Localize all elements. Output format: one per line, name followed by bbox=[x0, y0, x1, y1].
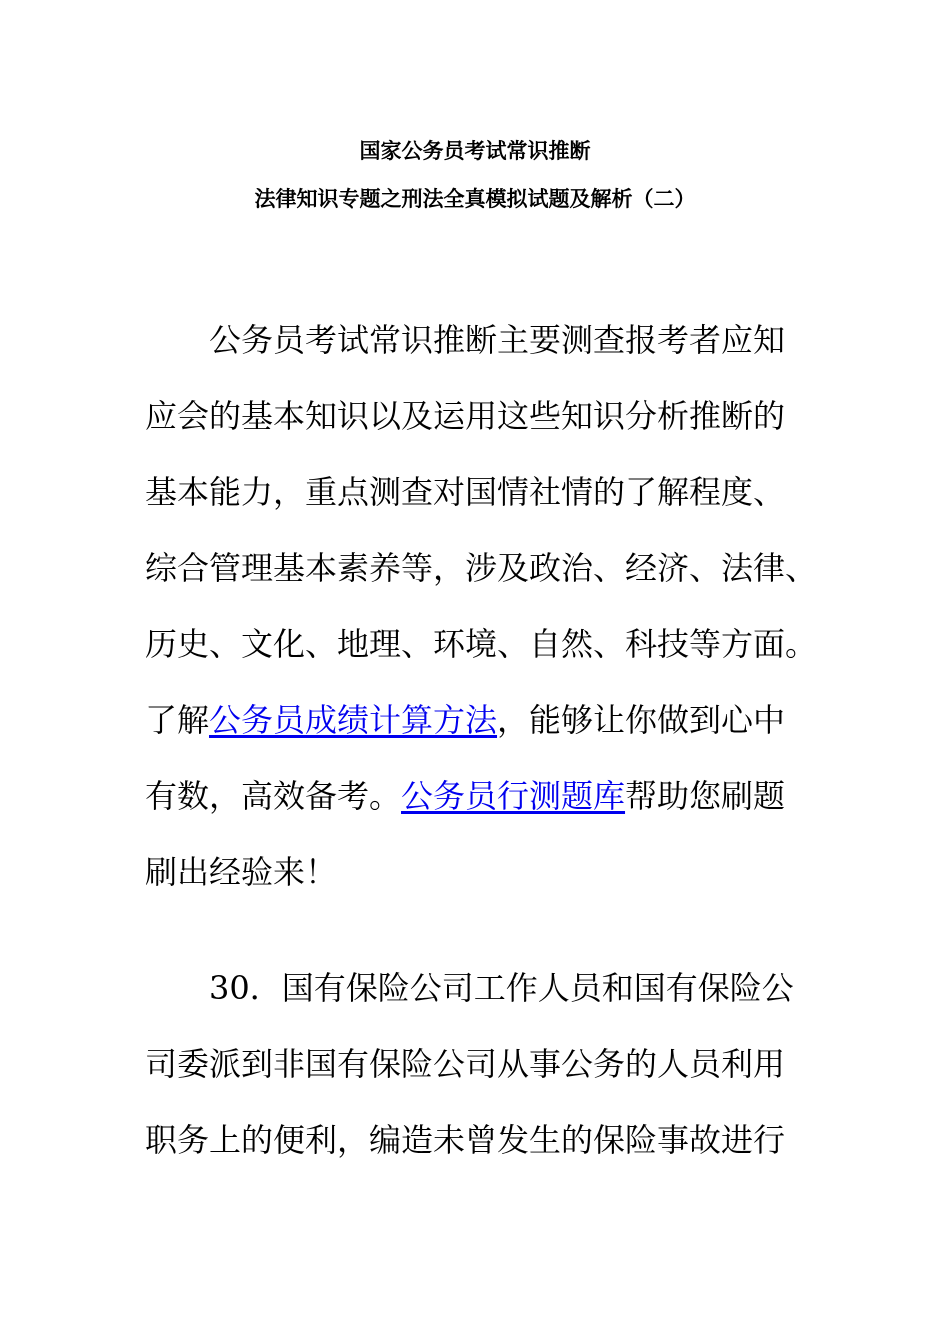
question-line: 职务上的便利，编造未曾发生的保险事故进行 bbox=[145, 1121, 786, 1159]
intro-line: 基本能力，重点测查对国情社情的了解程度、 bbox=[145, 473, 786, 511]
intro-text: 有数，高效备考。 bbox=[145, 777, 402, 815]
document-title: 国家公务员考试常识推断 bbox=[359, 139, 591, 163]
intro-text: 了解 bbox=[145, 701, 210, 739]
question-bank-link[interactable]: 公务员行测题库 bbox=[401, 777, 626, 815]
intro-text: ，能够让你做到心中 bbox=[497, 701, 786, 739]
intro-line: 公务员考试常识推断主要测查报考者应知 bbox=[209, 321, 786, 359]
score-calculation-link[interactable]: 公务员成绩计算方法 bbox=[209, 701, 498, 739]
intro-line: 应会的基本知识以及运用这些知识分析推断的 bbox=[145, 397, 786, 435]
question-line: 30．国有保险公司工作人员和国有保险公 bbox=[209, 969, 794, 1007]
intro-line: 历史、文化、地理、环境、自然、科技等方面。 bbox=[145, 625, 818, 663]
question-line: 司委派到非国有保险公司从事公务的人员利用 bbox=[145, 1045, 786, 1083]
intro-line: 综合管理基本素养等，涉及政治、经济、法律、 bbox=[145, 549, 818, 587]
intro-text: 帮助您刷题 bbox=[625, 777, 786, 815]
document-subtitle: 法律知识专题之刑法全真模拟试题及解析（二） bbox=[254, 187, 696, 211]
intro-line-with-link bbox=[145, 758, 815, 834]
intro-line-with-link bbox=[145, 682, 815, 758]
intro-line: 刷出经验来！ bbox=[145, 853, 338, 891]
intro-paragraph bbox=[145, 302, 818, 910]
question-30-paragraph bbox=[145, 950, 815, 1178]
